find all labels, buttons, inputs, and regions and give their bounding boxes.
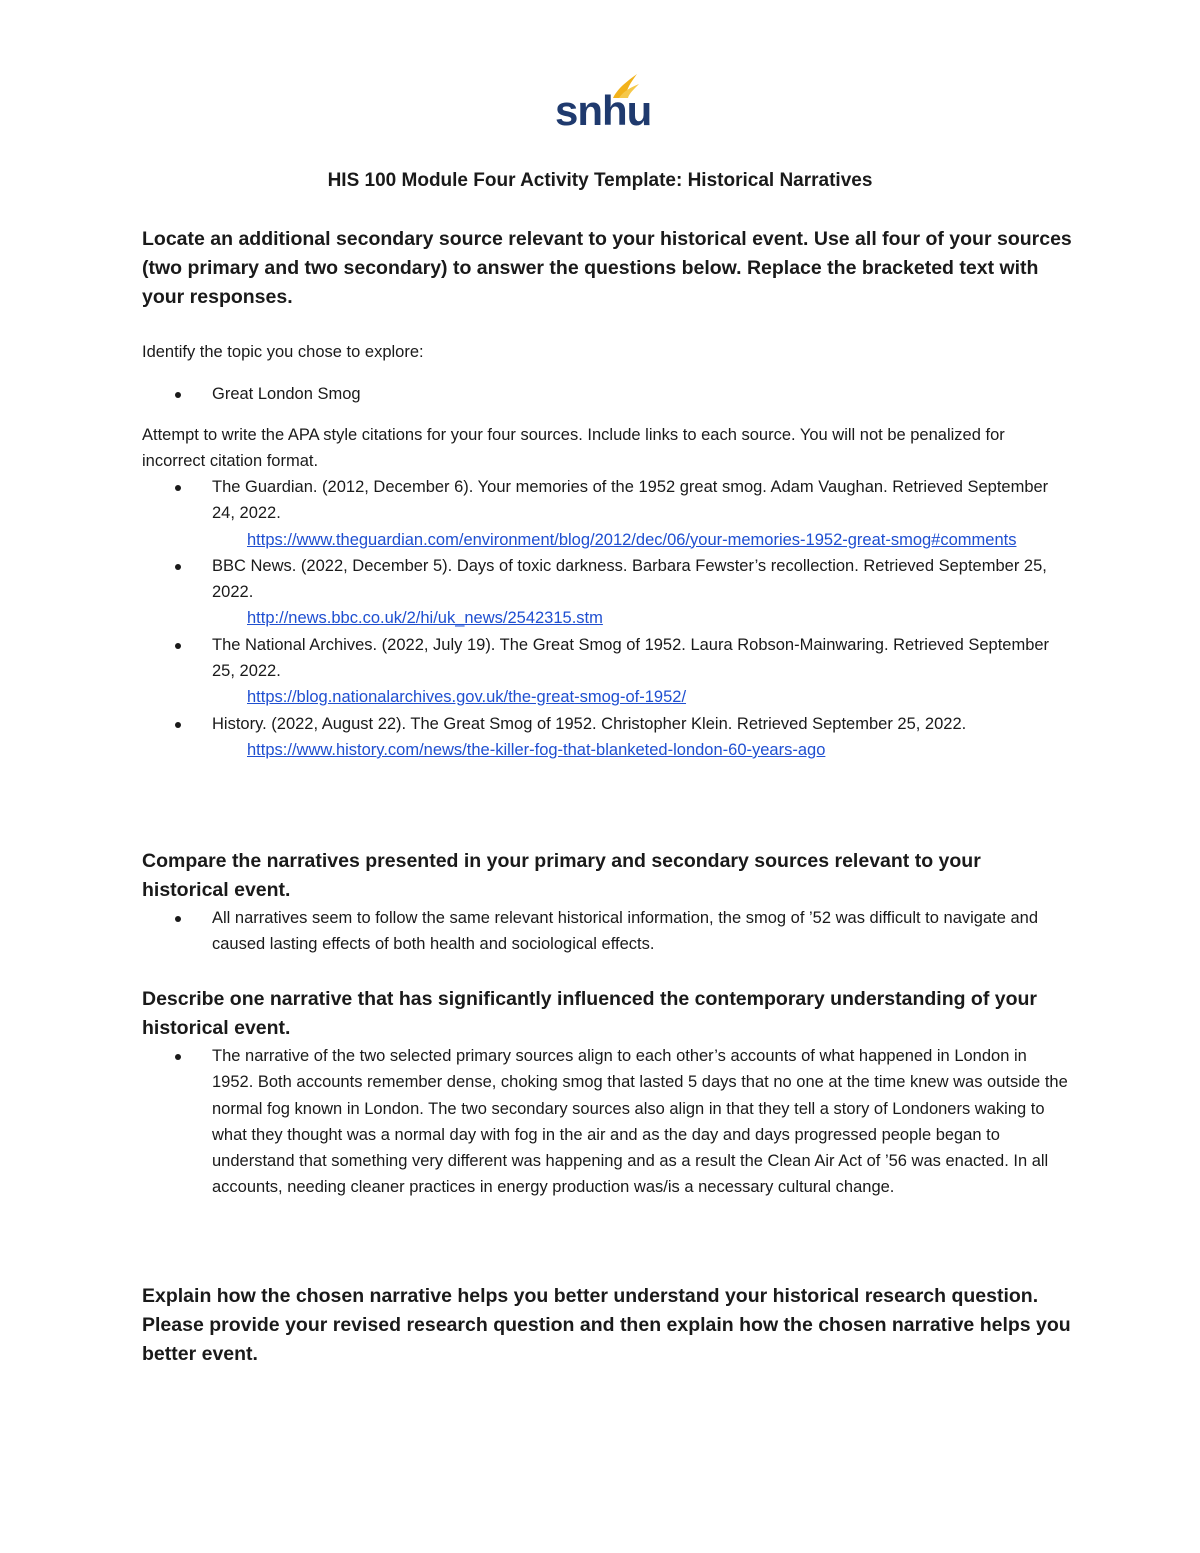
- citation-link[interactable]: https://blog.nationalarchives.gov.uk/the-great-smog-of-1952/: [247, 688, 687, 707]
- compare-heading: Compare the narratives presented in your primary and secondary sources relevant to your historical event.: [142, 850, 981, 901]
- citation-prompt: Attempt to write the APA style citations for your four sources. Include links to each source. You will not be penalized for incorrect citation format.: [142, 426, 1005, 470]
- describe-section: [142, 985, 1072, 1201]
- list-item: [142, 711, 1072, 764]
- citation-section: [142, 422, 1072, 763]
- list-item: [142, 553, 1072, 632]
- list-item: [142, 381, 1072, 407]
- explain-section: [142, 1282, 1072, 1369]
- compare-answer: All narratives seem to follow the same relevant historical information, the smog of ’52 was difficult to navigate and caused lasting effects of both health and sociological effects.: [212, 909, 1039, 954]
- bullet-icon: [175, 1054, 181, 1060]
- topic-prompt: Identify the topic you chose to explore:: [142, 343, 424, 361]
- compare-section: [142, 847, 1072, 958]
- list-item: [142, 632, 1072, 711]
- logo-text: snhu: [555, 87, 652, 134]
- page-title: HIS 100 Module Four Activity Template: Historical Narratives: [327, 170, 873, 191]
- bullet-icon: [175, 392, 181, 398]
- citation-text: BBC News. (2022, December 5). Days of toxic darkness. Barbara Fewster’s recollection. Retrieved September 25, 2022.: [212, 556, 1047, 602]
- topic-answer: Great London Smog: [212, 385, 361, 403]
- list-item: [142, 474, 1072, 553]
- citation-text: History. (2022, August 22). The Great Smog of 1952. Christopher Klein. Retrieved September 25, 2022.: [212, 714, 967, 733]
- citation-text: The National Archives. (2022, July 19). The Great Smog of 1952. Laura Robson-Mainwaring. Retrieved September 25, 2022.: [212, 635, 1050, 681]
- snhu-logo: [555, 72, 652, 134]
- bullet-icon: [175, 916, 181, 922]
- citation-link[interactable]: http://news.bbc.co.uk/2/hi/uk_news/2542315.stm: [247, 609, 603, 628]
- topic-list: [142, 381, 1072, 407]
- topic-section: [142, 339, 1072, 407]
- bullet-icon: [175, 722, 181, 728]
- intro-heading: Locate an additional secondary source relevant to your historical event. Use all four of your sources (two primary and two secondary) to answer the questions below. Replace the bracketed text with your responses.: [142, 228, 1072, 308]
- list-item: [142, 1043, 1072, 1201]
- explain-heading: Explain how the chosen narrative helps you better understand your historical research question. Please provide your revised research question and then explain how the chosen narrative helps you better event.: [142, 1285, 1071, 1365]
- describe-list: [142, 1043, 1072, 1201]
- citation-link[interactable]: https://www.history.com/news/the-killer-fog-that-blanketed-london-60-years-ago: [247, 740, 826, 759]
- citation-link[interactable]: https://www.theguardian.com/environment/blog/2012/dec/06/your-memories-1952-great-smog#comments: [247, 530, 1017, 549]
- bullet-icon: [175, 643, 181, 649]
- describe-heading: Describe one narrative that has significantly influenced the contemporary understanding of your historical event.: [142, 988, 1038, 1039]
- describe-answer: The narrative of the two selected primary sources align to each other’s accounts of what happened in London in 1952. Both accounts remember dense, choking smog that lasted 5 days that no one at the time knew was outside the normal fog known in London. The two secondary sources also align in that they tell a story of Londoners waking to what they thought was a normal day with fog in the air and as the day and days progressed people began to understand that something very different was happening and as a result the Clean Air Act of ’56 was enacted. In all accounts, needing cleaner practices in energy production was/is a necessary cultural change.: [212, 1047, 1068, 1197]
- intro-section: [142, 225, 1072, 312]
- compare-list: [142, 905, 1072, 958]
- bullet-icon: [175, 485, 181, 491]
- citation-text: The Guardian. (2012, December 6). Your memories of the 1952 great smog. Adam Vaughan. Retrieved September 24, 2022.: [212, 478, 1049, 523]
- citation-list: [142, 474, 1072, 763]
- list-item: [142, 905, 1072, 958]
- bullet-icon: [175, 564, 181, 570]
